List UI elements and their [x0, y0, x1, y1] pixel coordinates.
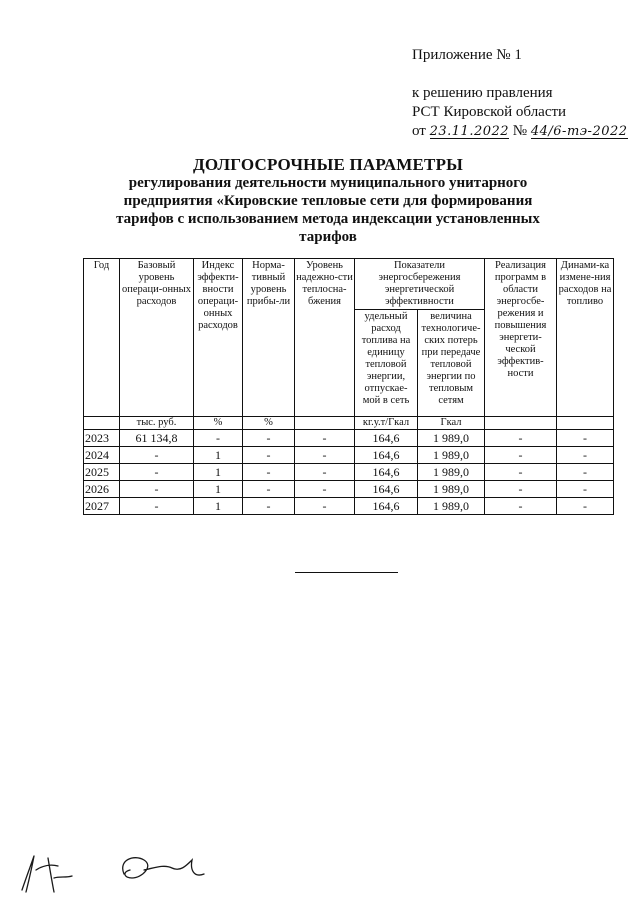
unit-base: тыс. руб. — [120, 417, 194, 430]
unit-profit: % — [243, 417, 295, 430]
cell-reliability: - — [295, 430, 355, 447]
unit-dynamics — [557, 417, 614, 430]
cell-profit: - — [243, 430, 295, 447]
header-base-costs: Базовый уровень операци-онных расходов — [120, 259, 194, 417]
header-fuel-dynamics: Динами-ка измене-ния расходов на топливо — [557, 259, 614, 417]
unit-fuel: кг.у.т/Гкал — [355, 417, 418, 430]
cell-dynamics: - — [557, 447, 614, 464]
cell-fuel: 164,6 — [355, 430, 418, 447]
header-profit-level: Норма-тивный уровень прибы-ли — [243, 259, 295, 417]
handwritten-date: 23.11.2022 — [429, 124, 510, 139]
unit-index: % — [194, 417, 243, 430]
cell-dynamics: - — [557, 430, 614, 447]
cell-programs: - — [485, 447, 557, 464]
table-row — [84, 430, 614, 447]
unit-year — [84, 417, 120, 430]
unit-reliability — [295, 417, 355, 430]
appendix-line-authority: РСТ Кировской области — [412, 104, 567, 120]
cell-dynamics: - — [557, 498, 614, 515]
heading-main: ДОЛГОСРОЧНЫЕ ПАРАМЕТРЫ — [192, 155, 464, 174]
cell-index: - — [194, 430, 243, 447]
unit-programs — [485, 417, 557, 430]
cell-losses: 1 989,0 — [418, 447, 485, 464]
cell-profit: - — [243, 447, 295, 464]
units-row — [84, 417, 614, 430]
separator-line — [295, 572, 398, 573]
handwritten-signature — [14, 848, 214, 898]
cell-reliability: - — [295, 464, 355, 481]
table-row — [84, 481, 614, 498]
cell-index: 1 — [194, 447, 243, 464]
date-prefix: от — [412, 123, 426, 139]
cell-base: - — [120, 447, 194, 464]
cell-programs: - — [485, 430, 557, 447]
header-reliability: Уровень надежно-сти теплосна-бжения — [295, 259, 355, 417]
header-fuel-consumption: удельный расход топлива на единицу тепловой энергии, отпускае-мой в сеть — [355, 310, 418, 417]
appendix-date-line — [412, 122, 628, 141]
table-row — [84, 464, 614, 481]
cell-fuel: 164,6 — [355, 447, 418, 464]
cell-losses: 1 989,0 — [418, 464, 485, 481]
cell-base: 61 134,8 — [120, 430, 194, 447]
cell-fuel: 164,6 — [355, 498, 418, 515]
number-prefix: № — [512, 123, 528, 139]
cell-profit: - — [243, 481, 295, 498]
header-year: Год — [84, 259, 120, 417]
cell-index: 1 — [194, 498, 243, 515]
cell-dynamics: - — [557, 481, 614, 498]
cell-reliability: - — [295, 498, 355, 515]
table-row — [84, 447, 614, 464]
cell-year: 2023 — [84, 430, 120, 447]
cell-year: 2024 — [84, 447, 120, 464]
cell-programs: - — [485, 481, 557, 498]
cell-year: 2026 — [84, 481, 120, 498]
cell-profit: - — [243, 464, 295, 481]
appendix-block — [412, 46, 628, 141]
appendix-line-decision: к решению правления — [412, 85, 553, 101]
handwritten-number: 44/6-тэ-2022 — [530, 124, 628, 139]
cell-fuel: 164,6 — [355, 464, 418, 481]
document-heading — [108, 156, 548, 246]
cell-base: - — [120, 481, 194, 498]
cell-year: 2025 — [84, 464, 120, 481]
cell-losses: 1 989,0 — [418, 430, 485, 447]
cell-fuel: 164,6 — [355, 481, 418, 498]
header-heat-losses: величина технологиче-ских потерь при передаче тепловой энергии по тепловым сетям — [418, 310, 485, 417]
cell-base: - — [120, 498, 194, 515]
cell-reliability: - — [295, 447, 355, 464]
unit-losses: Гкал — [418, 417, 485, 430]
cell-index: 1 — [194, 464, 243, 481]
parameters-table — [83, 258, 614, 515]
cell-year: 2027 — [84, 498, 120, 515]
cell-programs: - — [485, 498, 557, 515]
cell-reliability: - — [295, 481, 355, 498]
cell-dynamics: - — [557, 464, 614, 481]
appendix-title: Приложение № 1 — [412, 47, 522, 63]
cell-index: 1 — [194, 481, 243, 498]
header-row-1 — [84, 259, 614, 310]
header-efficiency-index: Индекс эффекти-вности операци-онных расходов — [194, 259, 243, 417]
heading-sub: регулирования деятельности муниципального унитарного предприятия «Кировские тепловые сети для формирования тарифов с использованием метода индексации установленных тарифов — [116, 175, 540, 245]
table-row — [84, 498, 614, 515]
cell-losses: 1 989,0 — [418, 481, 485, 498]
cell-programs: - — [485, 464, 557, 481]
header-programs: Реализация программ в области энергосбе-режения и повышения энергети-ческой эффектив-ности — [485, 259, 557, 417]
cell-losses: 1 989,0 — [418, 498, 485, 515]
cell-profit: - — [243, 498, 295, 515]
header-energy-group: Показатели энергосбережения энергетической эффективности — [355, 259, 485, 310]
cell-base: - — [120, 464, 194, 481]
